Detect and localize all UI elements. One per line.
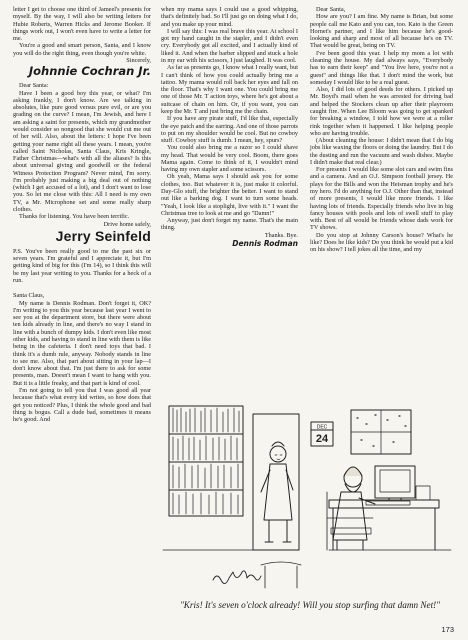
cochran-letter-paragraph: letter I get to choose one third of Jameel's presents for myself. By the way, I will also be writing letters for Hubie Roberts, Warren Hicks and Jerome Booker. If things work out, I won't even have to write a letter for me.	[13, 6, 151, 43]
cartoon-caption: "Kris! It's seven o'clock already! Will you stop surfing that damn Net!"	[179, 600, 441, 610]
letter-closing: Thanks. Bye.	[264, 231, 298, 239]
rodman-letter-paragraph: If you have any pirate stuff, I'd like that, especially the eye patch and the earring. And one of those parrots to put on my shoulder would be cool. But no cowboy stuff. Cowboy stuff is dumb. I mean, hey, spurs?	[161, 115, 298, 145]
kato-letter-paragraph: (About cleaning the house: I didn't mean that I do big jobs like waxing the floors or doing the laundry. But I do the dusting and run the vacuum and wash dishes. Maybe I didn't make that real clear.)	[310, 137, 453, 166]
seinfeld-letter-paragraph: Thanks for listening. You have been terrific.	[19, 213, 130, 221]
signature-cochran: Johnnie Cochran Jr.	[28, 64, 151, 79]
rodman-letter-paragraph: Anyway, just don't forget my name. That's the main thing.	[161, 217, 298, 232]
kato-letter-paragraph: I've been good this year. I help my mom a lot with cleaning the house. My dad always says, "Everybody has to earn their keep" and "You live here, you're not a guest" and things like that. I don't mind the work, but someday I would like to be a real guest.	[310, 49, 453, 86]
calendar-day: 24	[315, 433, 329, 445]
mrs-claus-figure	[261, 442, 293, 542]
rodman-letter-paragraph: I will say this: I was real brave this year. At school I got my hand caught in the stapler, and I didn't even cry. Everybody got all excited, and I actually kind of liked it. And when the barber slipped and stuck a hole in my ear with his scissors, I just laughed. It was cool.	[161, 27, 298, 64]
letter-closing: Drive home safely,	[103, 220, 151, 228]
letter-closing: Sincerely,	[126, 56, 151, 64]
seinfeld-letter-paragraph: Have I been a good boy this year, or what? I'm asking frankly, I don't know. Are we talking in absolutes, like pure good versus pure evil, or are you grading on the curve? I mean, I'm Jewish, and here I am asking a saint for presents, which my grandmother would consider so nongood that she would cut me out of her will. Also, about the letters: I hope I've been getting your name right all these years. I mean, you're called Saint Nicholas, Santa Claus, Kris Kringle, Father Christmas—what's with all the aliases? Is this about universal giving and goodwill or the federal Witness Protection Program? Never mind, I'm sorry. I'm probably just making a big deal out of nothing (which I get accused of a lot), and I don't want to lose you. So let me close with this: All I need is my own TV, a Mr. Microphone set and some really sharp clothes.	[13, 89, 151, 214]
cartoon-illustration	[161, 400, 453, 596]
letter-greeting: Dear Santa,	[316, 6, 346, 13]
column-3	[310, 6, 453, 406]
rodman-letter-paragraph: I'm not going to tell you that I was good all year because that's what every kid writes, so how does that get you noticed? Plus, I think the whole good and bad thing is bogus. Call a dude bad, sometimes it means he's good. And	[13, 386, 151, 424]
rodman-letter-paragraph: Oh yeah, Mama says I should ask you for some clothes, too. But whatever it is, just make it colorful. Day-Glo stuff, the brighter the better. I want to stand out like a barking dog. I want to turn some heads. "Yeah, I look like a stoplight, live with it." I want the Christmas tree to look at me and go "Damn!"	[161, 173, 298, 217]
kato-letter-paragraph: For presents I would like some slot cars and swim fins and a camera. And an O.J. Simpson football jersey. He plays for the Bills and won the Heisman trophy and he's my hero. I'd do anything for O.J. Other than that, instead of more presents, I would like more friends. I like having lots of friends. Especially friends who live in big fancy houses with pools and lots of swell stuff to play with. Best of all would be friends whose dads work for TV shows.	[310, 166, 453, 232]
column-2	[161, 6, 298, 406]
letter-greeting: Dear Santa:	[19, 82, 49, 90]
calendar-month: DEC	[316, 424, 328, 431]
rodman-letter-paragraph: when my mama says I could use a good whipping, that's definitely bad. So I'll just go on doing what I do, and you make up your mind.	[161, 6, 298, 28]
signature-seinfeld: Jerry Seinfeld	[55, 227, 151, 244]
kato-letter-paragraph: Also, I did lots of good deeds for others. I picked up Mr. Boyd's mail when he was arrested for driving bad and helped the Stockers clean up after their playroom caught fire. When Lee Bloom was going to get spanked for breaking a window, I told how we were at a roller rink together when it happened. I like helping people who are having trouble.	[310, 86, 453, 137]
cochran-letter-paragraph: You're a good and smart person, Santa, and I know you will do the right thing, even though you're white.	[13, 42, 151, 57]
signature-rodman: Dennis Rodman	[232, 239, 298, 248]
kato-letter-paragraph: Do you stop at Johnny Carson's house? What's he like? Does he like kids? Do you think he would put a kid on his show? I tell jokes all the time, and my	[310, 231, 453, 254]
column-1	[13, 6, 151, 634]
postscript: P.S. You've been really good to me the past six or seven years. I'm grateful and I appreciate it, but I'm getting kind of big for this (I'm 14), so I think this will be my last year writing to you. Thanks for a heck of a run.	[13, 247, 151, 284]
rodman-letter-paragraph: My name is Dennis Rodman. Don't forget it, OK? I'm writing to you this year because last year I went to see you at the department store, but there were about ten kids already in line, and there's no way I stand in line with a bunch of dumpy kids. I don't even like most other kids, and having to stand in line with them is like being in the cafeteria. I don't need toys that bad. I think it's a dumb rule, anyway. Nobody stands in line to see me. Also, that part about sitting in your lap—I don't know about that. I'm just there to ask for some presents, man. Doesn't mean I want to hang with you. But it is a little freaky, and that part is kind of cool.	[13, 299, 151, 387]
letter-greeting: Santa Claus,	[13, 292, 45, 300]
rodman-letter-paragraph: You could also bring me a razor so I could shave my head. That would be very cool. Boom, there goes Mama again. Come to think of it, I wouldn't mind having my own stapler and some scissors.	[161, 144, 298, 174]
kato-letter-paragraph: How are you? I am fine. My name is Brian, but some people call me Kato and you can, too. Kato is the Green Hornet's partner, and I like him because he's good-looking and sharp and most of all because he's on TV. That would be great, being on TV.	[310, 13, 453, 50]
computer-desk	[329, 466, 439, 550]
rodman-letter-paragraph: As far as presents go, I know what I really want, but I can't think of how you could actually bring me a tattoo. My mama would roll back her eyes and fall on the floor. That's why I want one. You could bring me one of those Mr. T action toys, where he's got about a suitcase of chain on him. Or, if you want, you can keep the Mr. T and just bring me the chain.	[161, 64, 298, 115]
page-number: 173	[441, 625, 454, 634]
bookshelf	[169, 406, 243, 516]
